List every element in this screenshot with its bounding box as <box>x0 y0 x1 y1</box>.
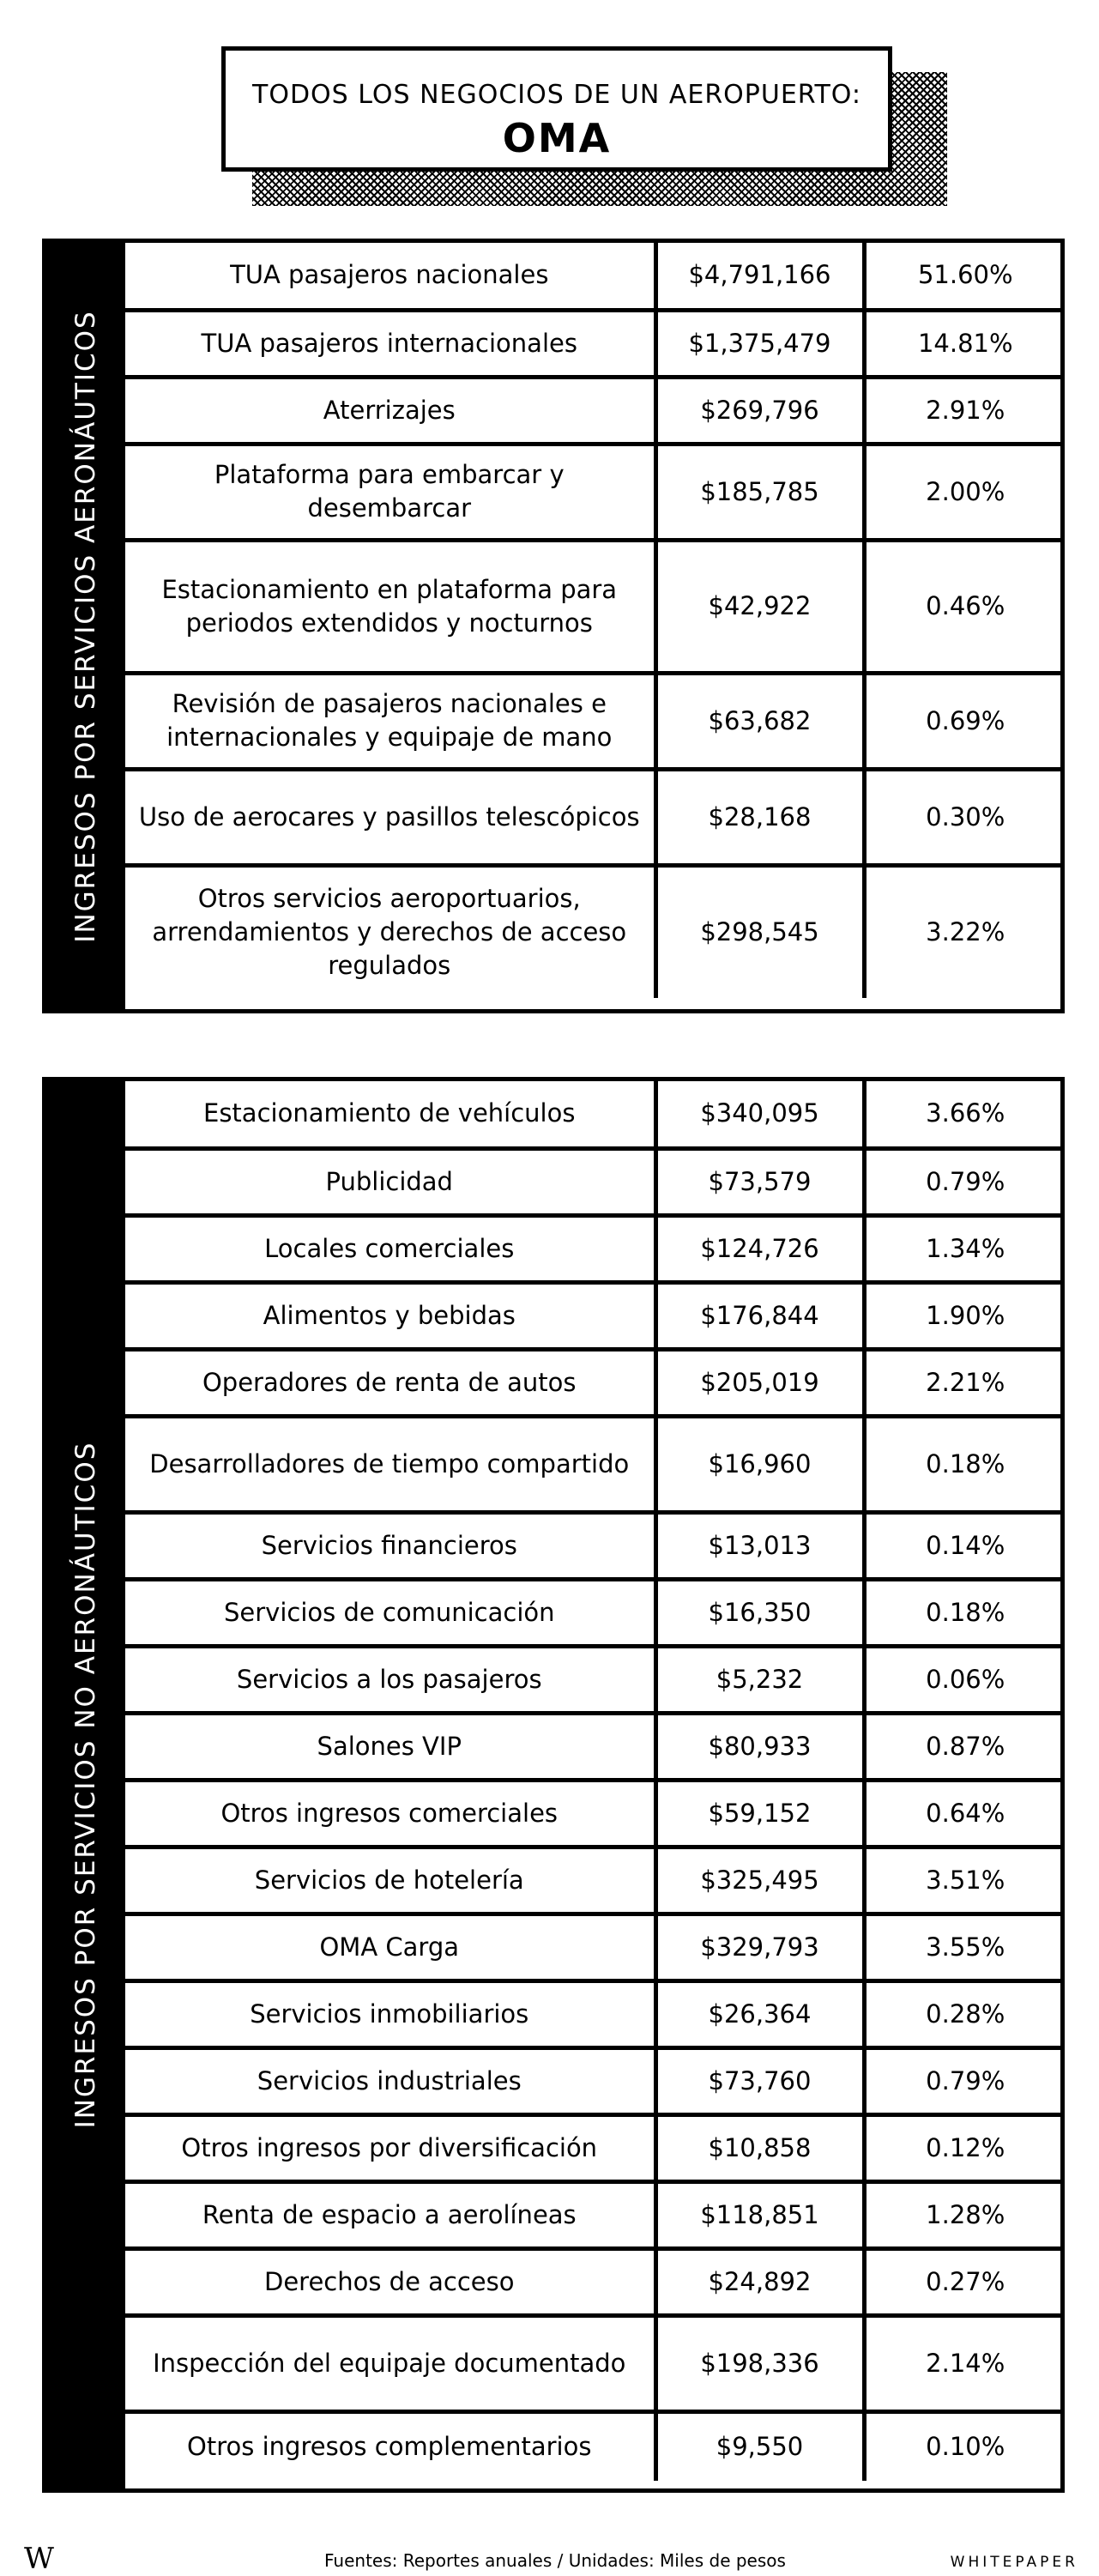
row-amount: $5,232 <box>655 1646 864 1713</box>
row-concept: Estacionamiento de vehículos <box>125 1081 655 1148</box>
row-amount: $24,892 <box>655 2248 864 2315</box>
row-percent: 0.28% <box>864 1980 1065 2047</box>
table-row <box>125 2047 1065 2114</box>
table-row <box>125 1980 1065 2047</box>
footer-source: Fuentes: Reportes anuales / Unidades: Miles de pesos <box>324 2550 786 2571</box>
table-row <box>125 1416 1065 1512</box>
row-amount: $73,760 <box>655 2047 864 2114</box>
row-percent: 14.81% <box>864 310 1065 377</box>
table-row <box>125 673 1065 769</box>
row-percent: 0.46% <box>864 540 1065 673</box>
row-amount: $63,682 <box>655 673 864 769</box>
row-amount: $80,933 <box>655 1713 864 1780</box>
table-row <box>125 2114 1065 2181</box>
row-amount: $205,019 <box>655 1349 864 1416</box>
section-label-text: INGRESOS POR SERVICIOS AERONÁUTICOS <box>70 309 101 943</box>
table-row <box>125 540 1065 673</box>
row-concept: Locales comerciales <box>125 1215 655 1282</box>
row-concept: Inspección del equipaje documentado <box>125 2315 655 2411</box>
row-amount: $269,796 <box>655 377 864 444</box>
row-amount: $26,364 <box>655 1980 864 2047</box>
row-percent: 2.21% <box>864 1349 1065 1416</box>
row-percent: 3.66% <box>864 1081 1065 1148</box>
row-amount: $118,851 <box>655 2181 864 2248</box>
row-amount: $185,785 <box>655 444 864 540</box>
row-concept: TUA pasajeros internacionales <box>125 310 655 377</box>
row-concept: Uso de aerocares y pasillos telescópicos <box>125 769 655 865</box>
row-amount: $9,550 <box>655 2411 864 2481</box>
table-row <box>125 1579 1065 1646</box>
row-concept: Servicios a los pasajeros <box>125 1646 655 1713</box>
row-percent: 1.28% <box>864 2181 1065 2248</box>
row-concept: Operadores de renta de autos <box>125 1349 655 1416</box>
aeronautical-section <box>42 239 1065 1013</box>
row-percent: 0.79% <box>864 1148 1065 1215</box>
table-row <box>125 1914 1065 1980</box>
row-amount: $73,579 <box>655 1148 864 1215</box>
row-percent: 2.14% <box>864 2315 1065 2411</box>
row-concept: Servicios de hotelería <box>125 1847 655 1914</box>
row-amount: $16,960 <box>655 1416 864 1512</box>
row-concept: Salones VIP <box>125 1713 655 1780</box>
row-concept: Estacionamiento en plataforma para periodos extendidos y nocturnos <box>125 540 655 673</box>
table-row <box>125 2315 1065 2411</box>
row-concept: Otros servicios aeroportuarios, arrendamientos y derechos de acceso regulados <box>152 884 627 981</box>
row-percent: 1.90% <box>864 1282 1065 1349</box>
section-label-text: INGRESOS POR SERVICIOS NO AERONÁUTICOS <box>70 1441 101 2129</box>
row-percent: 0.12% <box>864 2114 1065 2181</box>
table-row <box>125 1148 1065 1215</box>
row-percent: 3.51% <box>864 1847 1065 1914</box>
row-amount: $340,095 <box>655 1081 864 1148</box>
row-percent: 0.06% <box>864 1646 1065 1713</box>
row-amount: $1,375,479 <box>655 310 864 377</box>
section-side-label <box>46 243 125 1009</box>
title-box <box>221 46 892 172</box>
row-percent: 3.22% <box>864 865 1065 998</box>
row-concept: OMA Carga <box>125 1914 655 1980</box>
row-concept: Derechos de acceso <box>125 2248 655 2315</box>
row-concept: Servicios financieros <box>125 1512 655 1579</box>
row-amount: $198,336 <box>655 2315 864 2411</box>
row-concept: Otros ingresos por diversificación <box>125 2114 655 2181</box>
row-percent: 0.27% <box>864 2248 1065 2315</box>
row-percent: 2.91% <box>864 377 1065 444</box>
table-row <box>125 865 1065 998</box>
row-percent: 1.34% <box>864 1215 1065 1282</box>
row-concept: Servicios de comunicación <box>125 1579 655 1646</box>
table-row <box>125 769 1065 865</box>
row-concept: Desarrolladores de tiempo compartido <box>125 1416 655 1512</box>
row-percent: 0.69% <box>864 673 1065 769</box>
table-row <box>125 1713 1065 1780</box>
row-percent: 0.18% <box>864 1579 1065 1646</box>
row-concept: Renta de espacio a aerolíneas <box>125 2181 655 2248</box>
row-concept: Otros ingresos comerciales <box>125 1780 655 1847</box>
row-amount: $42,922 <box>655 540 864 673</box>
row-concept: Revisión de pasajeros nacionales e internacionales y equipaje de mano <box>125 673 655 769</box>
row-concept: Alimentos y bebidas <box>125 1282 655 1349</box>
footer-logo: W <box>24 2542 54 2576</box>
title-subtitle: TODOS LOS NEGOCIOS DE UN AEROPUERTO: <box>252 80 861 110</box>
row-amount: $28,168 <box>655 769 864 865</box>
row-percent: 3.55% <box>864 1914 1065 1980</box>
row-percent: 0.64% <box>864 1780 1065 1847</box>
row-percent: 0.30% <box>864 769 1065 865</box>
table-row <box>125 1349 1065 1416</box>
non-aeronautical-table <box>125 1081 1065 2481</box>
table-row <box>125 444 1065 540</box>
row-percent: 0.79% <box>864 2047 1065 2114</box>
table-row <box>125 243 1065 310</box>
table-row <box>125 1282 1065 1349</box>
table-row <box>125 1847 1065 1914</box>
row-amount: $176,844 <box>655 1282 864 1349</box>
row-amount: $10,858 <box>655 2114 864 2181</box>
row-concept: TUA pasajeros nacionales <box>125 243 655 310</box>
table-row <box>125 377 1065 444</box>
table-row <box>125 1512 1065 1579</box>
row-concept: Servicios industriales <box>125 2047 655 2114</box>
non-aeronautical-section <box>42 1077 1065 2493</box>
row-amount: $16,350 <box>655 1579 864 1646</box>
table-row <box>125 2248 1065 2315</box>
table-row <box>125 1081 1065 1148</box>
row-amount: $298,545 <box>655 865 864 998</box>
row-percent: 0.10% <box>864 2411 1065 2481</box>
row-percent: 0.87% <box>864 1713 1065 1780</box>
table-row <box>125 1780 1065 1847</box>
table-row <box>125 1215 1065 1282</box>
row-amount: $325,495 <box>655 1847 864 1914</box>
row-percent: 0.18% <box>864 1416 1065 1512</box>
row-percent: 0.14% <box>864 1512 1065 1579</box>
row-percent: 51.60% <box>864 243 1065 310</box>
footer-brand: WHITEPAPER <box>950 2554 1078 2571</box>
row-concept: Publicidad <box>125 1148 655 1215</box>
row-amount: $124,726 <box>655 1215 864 1282</box>
row-concept: Otros ingresos complementarios <box>187 2432 592 2462</box>
table-row <box>125 2181 1065 2248</box>
row-amount: $329,793 <box>655 1914 864 1980</box>
title-main: OMA <box>502 115 612 161</box>
row-concept: Servicios inmobiliarios <box>125 1980 655 2047</box>
row-concept: Aterrizajes <box>125 377 655 444</box>
table-row <box>125 310 1065 377</box>
row-amount: $59,152 <box>655 1780 864 1847</box>
row-amount: $13,013 <box>655 1512 864 1579</box>
section-side-label <box>46 1081 125 2488</box>
row-percent: 2.00% <box>864 444 1065 540</box>
table-row <box>125 1646 1065 1713</box>
table-row <box>125 2411 1065 2481</box>
row-concept: Plataforma para embarcar y desembarcar <box>125 444 655 540</box>
aeronautical-table <box>125 243 1065 998</box>
row-amount: $4,791,166 <box>655 243 864 310</box>
